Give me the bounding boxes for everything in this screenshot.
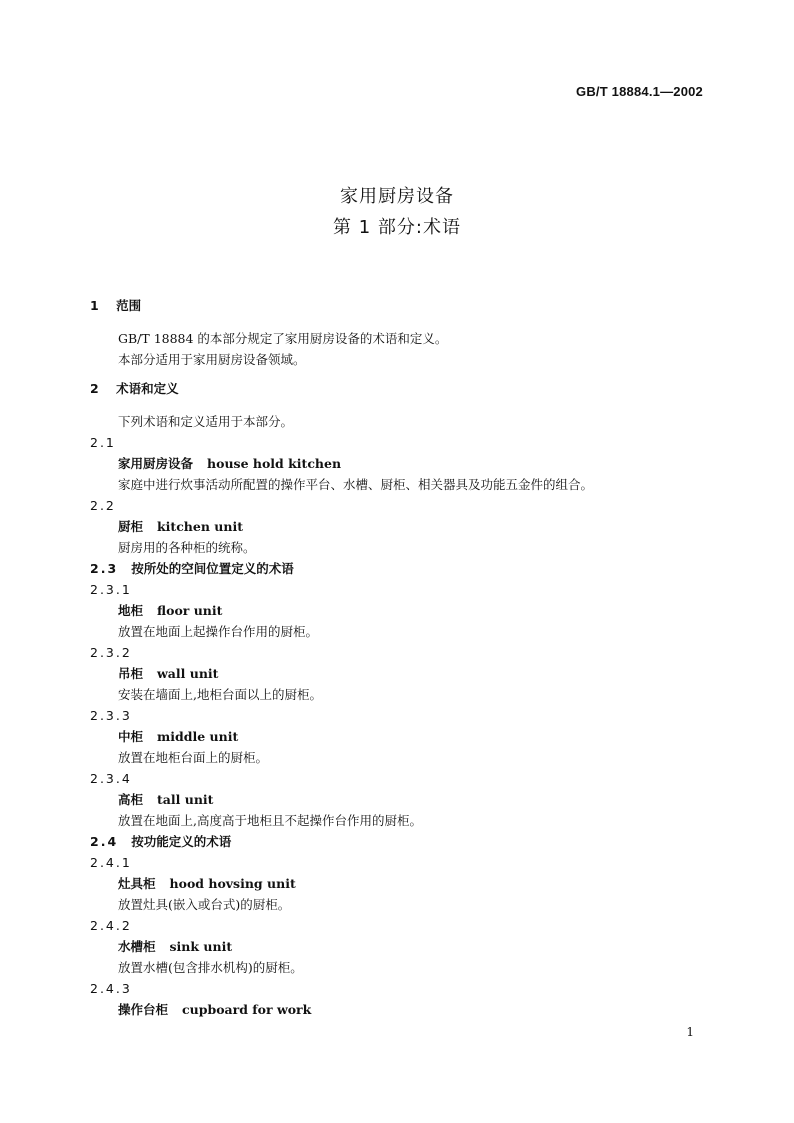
term-zh: 地柜 [118,603,144,618]
term-zh: 水槽柜 [118,939,156,954]
term-line [90,516,710,537]
clause-number: 2.3.2 [90,645,132,660]
standard-number: GB/T 18884.1—2002 [576,84,703,99]
term-line [90,600,710,621]
definition: 安装在墙面上,地柜台面以上的厨柜。 [118,687,322,702]
clause-number: 2.4.1 [90,855,132,870]
definition: 家庭中进行炊事活动所配置的操作平台、水槽、厨柜、相关器具及功能五金件的组合。 [118,477,594,492]
term-zh: 灶具柜 [118,876,156,891]
paragraph: GB/T 18884 的本部分规定了家用厨房设备的术语和定义。 [118,331,448,346]
clause-number: 2.3.4 [90,771,132,786]
term-en: hood hovsing unit [169,876,296,891]
term-en: kitchen unit [157,519,243,534]
definition: 放置在地面上起操作台作用的厨柜。 [118,624,319,639]
subsection-heading [90,831,710,852]
paragraph: 下列术语和定义适用于本部分。 [118,414,294,429]
term-line [90,726,710,747]
term-zh: 高柜 [118,792,144,807]
term-en: floor unit [157,603,223,618]
term-zh: 家用厨房设备 [118,456,194,471]
section-title: 范围 [116,298,142,313]
term-en: sink unit [169,939,233,954]
clause-number: 2.2 [90,498,116,513]
section-heading-1 [90,295,710,316]
clause-number: 2.3.1 [90,582,132,597]
document-body [90,295,710,1020]
term-en: cupboard for work [182,1002,312,1017]
subsection-heading [90,558,710,579]
term-zh: 操作台柜 [118,1002,169,1017]
clause-number: 2.4.2 [90,918,132,933]
definition: 厨房用的各种柜的统称。 [118,540,256,555]
clause-number: 2.4 [90,834,119,849]
term-line [90,999,710,1020]
term-en: middle unit [157,729,239,744]
page-number: 1 [686,1025,694,1039]
definition: 放置灶具(嵌入或台式)的厨柜。 [118,897,291,912]
document-title: 家用厨房设备 [340,186,454,207]
clause-number: 2.1 [90,435,116,450]
term-zh: 吊柜 [118,666,144,681]
term-line [90,663,710,684]
term-zh: 厨柜 [118,519,144,534]
term-en: wall unit [157,666,219,681]
paragraph: 本部分适用于家用厨房设备领域。 [118,352,306,367]
term-en: tall unit [157,792,214,807]
clause-number: 2.3.3 [90,708,132,723]
clause-number: 2.3 [90,561,119,576]
section-number: 2 [90,381,99,396]
term-en: house hold kitchen [207,456,342,471]
definition: 放置在地柜台面上的厨柜。 [118,750,269,765]
definition: 放置在地面上,高度高于地柜且不起操作台作用的厨柜。 [118,813,422,828]
term-line [90,453,710,474]
document-subtitle: 第 1 部分:术语 [333,217,461,238]
subsection-title: 按功能定义的术语 [131,834,232,849]
section-number: 1 [90,298,99,313]
section-title: 术语和定义 [116,381,179,396]
clause-number: 2.4.3 [90,981,132,996]
term-zh: 中柜 [118,729,144,744]
section-heading-2 [90,378,710,399]
definition: 放置水槽(包含排水机构)的厨柜。 [118,960,303,975]
term-line [90,873,710,894]
term-line [90,936,710,957]
term-line [90,789,710,810]
subsection-title: 按所处的空间位置定义的术语 [131,561,294,576]
